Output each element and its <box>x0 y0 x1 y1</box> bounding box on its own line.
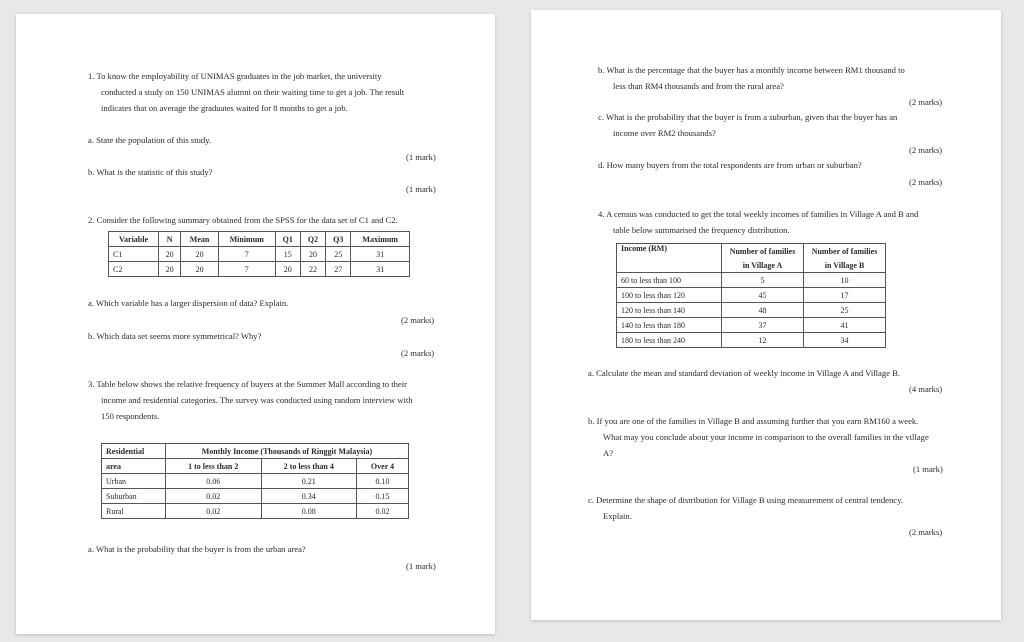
table-cell: 37 <box>722 318 804 333</box>
q4a-marks: (4 marks) <box>909 384 943 394</box>
table-cell: 0.02 <box>165 504 261 519</box>
q1-line3: indicates that on average the graduates waited for 8 months to get a job. <box>101 103 348 113</box>
table-cell: 60 to less than 100 <box>617 273 722 288</box>
table-row <box>617 273 886 288</box>
table-cell: 17 <box>804 288 886 303</box>
q3-line1: 3. Table below shows the relative frequency of buyers at the Summer Mall according to their <box>88 379 408 389</box>
table-cell: C1 <box>109 247 159 262</box>
q4-line1: 4. A census was conducted to get the total weekly incomes of families in Village A and B and <box>598 209 919 219</box>
table-cell: 41 <box>804 318 886 333</box>
table-cell: 0.21 <box>261 474 357 489</box>
table-cell: 20 <box>300 247 325 262</box>
table-cell: 0.02 <box>165 489 261 504</box>
q3b-line2: less than RM4 thousands and from the rural area? <box>613 81 784 91</box>
right-page <box>531 10 1001 620</box>
table-header-row <box>617 244 886 259</box>
table-header-row <box>102 444 409 459</box>
table-cell: 7 <box>218 247 275 262</box>
table-cell: 0.06 <box>165 474 261 489</box>
header-cell: Residential <box>102 444 166 459</box>
q4c-line1: c. Determine the shape of distribution for Village B using measurement of central tendency. <box>588 495 903 505</box>
header-cell: Monthly Income (Thousands of Ringgit Malaysia) <box>165 444 408 459</box>
q3d-marks: (2 marks) <box>909 177 943 187</box>
table-cell: 5 <box>722 273 804 288</box>
table-cell: 10 <box>804 273 886 288</box>
q3-line2: income and residential categories. The survey was conducted using random interview with <box>101 395 413 405</box>
table-cell: 20 <box>181 262 219 277</box>
table-row <box>109 247 410 262</box>
table-cell: 20 <box>181 247 219 262</box>
table-cell: 120 to less than 140 <box>617 303 722 318</box>
q4c-line2: Explain. <box>603 511 632 521</box>
header-cell: in Village A <box>722 258 804 273</box>
table-row <box>617 303 886 318</box>
table-cell: 31 <box>351 247 410 262</box>
table-cell: Rural <box>102 504 166 519</box>
table-cell: 20 <box>158 247 180 262</box>
q3c-line2: income over RM2 thousands? <box>613 128 716 138</box>
q4b-line1: b. If you are one of the families in Village B and assuming further that you earn RM160 a week. <box>588 416 919 426</box>
header-cell: Q3 <box>326 232 351 247</box>
table-header-row <box>102 459 409 474</box>
table-row <box>617 318 886 333</box>
table-cell: Suburban <box>102 489 166 504</box>
table-cell: Urban <box>102 474 166 489</box>
header-cell: Mean <box>181 232 219 247</box>
table-row <box>109 262 410 277</box>
header-cell: in Village B <box>804 258 886 273</box>
q3c-line1: c. What is the probability that the buyer is from a suburban, given that the buyer has an <box>598 112 898 122</box>
table-row <box>102 504 409 519</box>
table-cell: 0.34 <box>261 489 357 504</box>
q1-line1: 1. To know the employability of UNIMAS graduates in the job market, the university <box>88 71 382 81</box>
table-cell: 0.10 <box>357 474 409 489</box>
table-row <box>617 288 886 303</box>
header-cell: 1 to less than 2 <box>165 459 261 474</box>
table-row <box>102 489 409 504</box>
table-cell: 25 <box>804 303 886 318</box>
q4b-line2: What may you conclude about your income in comparison to the overall families in the village <box>603 432 929 442</box>
table-cell: 48 <box>722 303 804 318</box>
q3a-text: a. What is the probability that the buyer is from the urban area? <box>88 544 306 554</box>
header-cell: Q2 <box>300 232 325 247</box>
q4-frequency-table <box>616 243 886 348</box>
q3-frequency-table <box>101 443 409 519</box>
table-row <box>617 333 886 348</box>
q2a-text: a. Which variable has a larger dispersion of data? Explain. <box>88 298 289 308</box>
q4c-marks: (2 marks) <box>909 527 943 537</box>
q1b-marks: (1 mark) <box>406 184 436 194</box>
table-cell: C2 <box>109 262 159 277</box>
table-cell: 45 <box>722 288 804 303</box>
q3a-marks: (1 mark) <box>406 561 436 571</box>
q3d-line1: d. How many buyers from the total respondents are from urban or suburban? <box>598 160 862 170</box>
table-cell: 140 to less than 180 <box>617 318 722 333</box>
table-cell: 100 to less than 120 <box>617 288 722 303</box>
table-header-row <box>109 232 410 247</box>
table-cell: 31 <box>351 262 410 277</box>
q3b-line1: b. What is the percentage that the buyer has a monthly income between RM1 thousand to <box>598 65 905 75</box>
q1b-text: b. What is the statistic of this study? <box>88 167 213 177</box>
header-cell: Variable <box>109 232 159 247</box>
header-cell: 2 to less than 4 <box>261 459 357 474</box>
table-cell: 180 to less than 240 <box>617 333 722 348</box>
table-cell: 25 <box>326 247 351 262</box>
header-cell: Number of families <box>722 244 804 259</box>
q1a-text: a. State the population of this study. <box>88 135 212 145</box>
header-cell: Minimum <box>218 232 275 247</box>
q3-line3: 150 respondents. <box>101 411 160 421</box>
header-cell: Over 4 <box>357 459 409 474</box>
table-cell: 20 <box>275 262 300 277</box>
table-cell: 20 <box>158 262 180 277</box>
table-cell: 27 <box>326 262 351 277</box>
table-cell: 34 <box>804 333 886 348</box>
q2b-text: b. Which data set seems more symmetrical? Why? <box>88 331 262 341</box>
q3c-marks: (2 marks) <box>909 145 943 155</box>
q2-intro: 2. Consider the following summary obtained from the SPSS for the data set of C1 and C2. <box>88 215 398 225</box>
table-cell: 0.02 <box>357 504 409 519</box>
header-cell: area <box>102 459 166 474</box>
table-cell: 15 <box>275 247 300 262</box>
header-cell: Income (RM) <box>617 244 722 273</box>
q2a-marks: (2 marks) <box>401 315 435 325</box>
q2b-marks: (2 marks) <box>401 348 435 358</box>
q1-line2: conducted a study on 150 UNIMAS alumni on their waiting time to get a job. The result <box>101 87 405 97</box>
q4b-marks: (1 mark) <box>913 464 943 474</box>
q4a-text: a. Calculate the mean and standard deviation of weekly income in Village A and Village B. <box>588 368 900 378</box>
q4-line2: table below summarised the frequency distribution. <box>613 225 790 235</box>
q1a-marks: (1 mark) <box>406 152 436 162</box>
table-cell: 12 <box>722 333 804 348</box>
header-cell: Q1 <box>275 232 300 247</box>
table-row <box>102 474 409 489</box>
header-cell: Number of families <box>804 244 886 259</box>
header-cell: Maximum <box>351 232 410 247</box>
table-cell: 22 <box>300 262 325 277</box>
left-page <box>16 14 495 634</box>
table-cell: 0.08 <box>261 504 357 519</box>
q2-summary-table <box>108 231 410 277</box>
table-cell: 7 <box>218 262 275 277</box>
table-cell: 0.15 <box>357 489 409 504</box>
q3b-marks: (2 marks) <box>909 97 943 107</box>
q4b-line3: A? <box>603 448 614 458</box>
header-cell: N <box>158 232 180 247</box>
